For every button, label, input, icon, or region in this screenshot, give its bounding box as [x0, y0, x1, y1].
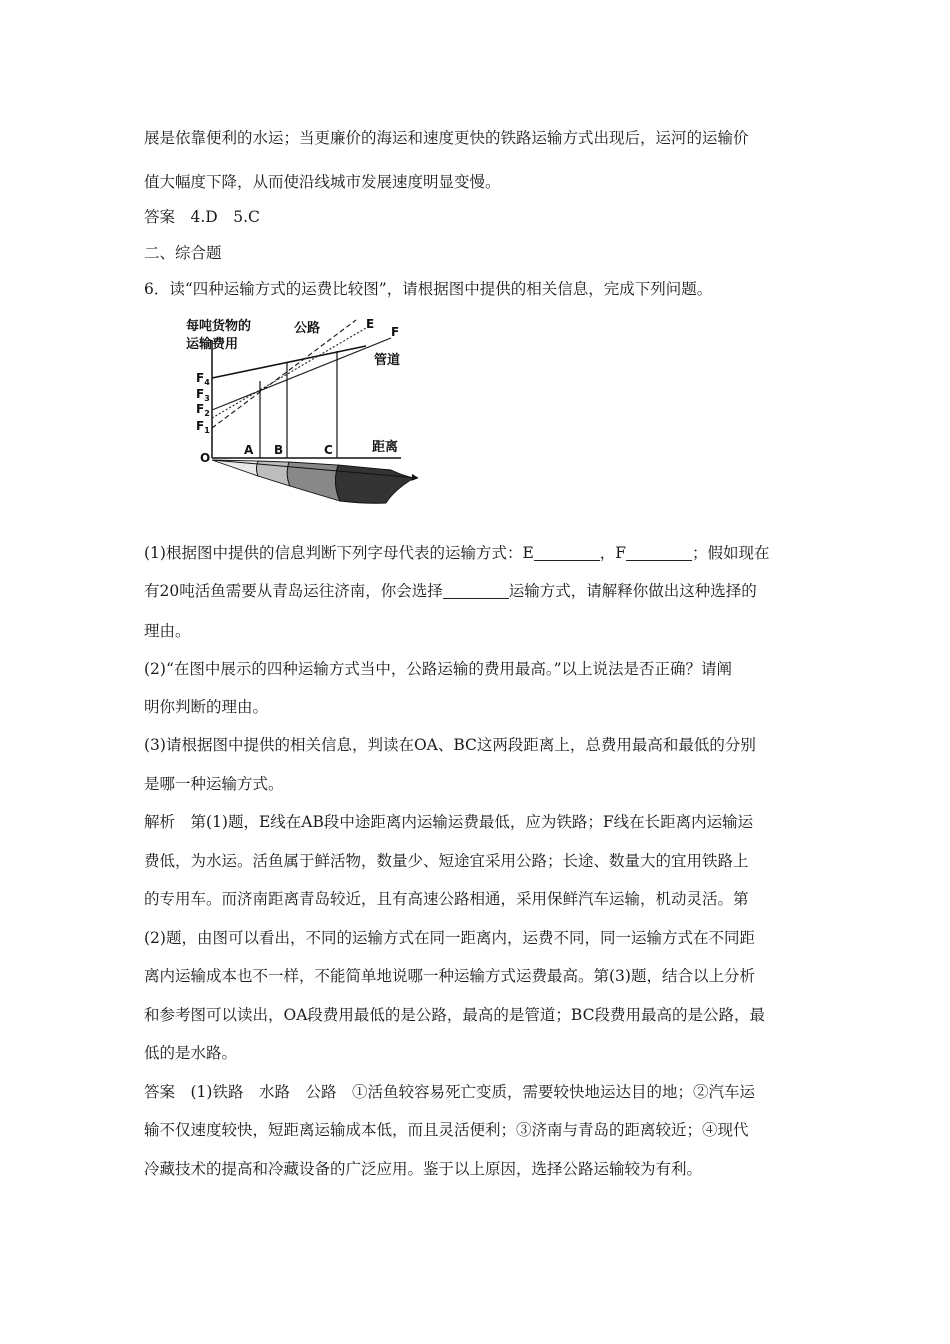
line-f-label: F: [391, 325, 400, 339]
line-f: [212, 338, 391, 410]
y-axis-title-2: 运输费用: [186, 337, 239, 352]
point-b-label: B: [274, 443, 284, 457]
analysis-line-2: 费低，为水运。活鱼属于鲜活物，数量少、短途宜采用公路；长途、数量大的宜用铁路上: [144, 852, 749, 870]
f2-label: $F_2$: [196, 402, 210, 418]
section-heading: 二、综合题: [144, 244, 222, 262]
answer-6-line-3: 冷藏技术的提高和冷藏设备的广泛应用。鉴于以上原因，选择公路运输较为有利。: [144, 1160, 703, 1178]
pipeline-label: 管道: [374, 353, 401, 368]
f4-label: $F_4$: [196, 371, 210, 387]
origin-label: O: [200, 451, 211, 465]
question-6-3-line-2: 是哪一种运输方式。: [144, 775, 284, 793]
intro-line-2: 值大幅度下降，从而使沿线城市发展速度明显变慢。: [144, 173, 501, 191]
f3-label: $F_3$: [196, 387, 210, 403]
answer-4-5: 答案 4.D 5.C: [144, 208, 260, 226]
point-c-label: C: [324, 443, 333, 457]
question-6-3-line-1: (3)请根据图中提供的相关信息，判读在OA、BC这两段距离上，总费用最高和最低的分别: [144, 736, 756, 754]
question-6-2-line-2: 明你判断的理由。: [144, 698, 269, 716]
line-e-label: E: [366, 317, 375, 331]
blank-choice[interactable]: [443, 584, 509, 599]
blank-e[interactable]: [534, 546, 600, 561]
transport-cost-figure: [186, 310, 426, 520]
road-label: 公路: [294, 321, 321, 336]
answer-6-line-2: 输不仅速度较快，短距离运输成本低，而且灵活便利；③济南与青岛的距离较近；④现代: [144, 1121, 749, 1139]
question-6-2-line-1: (2)“在图中展示的四种运输方式当中，公路运输的费用最高。”以上说法是否正确？请阐: [144, 660, 733, 678]
analysis-line-4: (2)题，由图可以看出，不同的运输方式在同一距离内，运费不同，同一运输方式在不同距: [144, 929, 755, 947]
analysis-line-7: 低的是水路。: [144, 1044, 238, 1062]
question-6-stem: 6．读“四种运输方式的运费比较图”，请根据图中提供的相关信息，完成下列问题。: [144, 280, 713, 298]
y-axis-title-1: 每吨货物的: [186, 319, 252, 334]
question-6-1-line-1: (1)根据图中提供的信息判断下列字母代表的运输方式：E ，F ；假如现在: [144, 544, 770, 562]
analysis-line-6: 和参考图可以读出，OA段费用最低的是公路，最高的是管道；BC段费用最高的是公路，最: [144, 1006, 765, 1024]
point-a-label: A: [244, 443, 254, 457]
analysis-line-5: 离内运输成本也不一样，不能简单地说哪一种运输方式运费最高。第(3)题，结合以上分析: [144, 967, 755, 985]
answer-6-line-1: 答案 (1)铁路 水路 公路 ①活鱼较容易死亡变质，需要较快地运达目的地；②汽车运: [144, 1083, 755, 1101]
f1-label: $F_1$: [196, 419, 210, 435]
blank-f[interactable]: [626, 546, 692, 561]
question-6-1-line-2: 有20吨活鱼需要从青岛运往济南，你会选择 运输方式，请解释你做出这种选择的: [144, 582, 757, 600]
analysis-line-3: 的专用车。而济南距离青岛较近，且有高速公路相通，采用保鲜汽车运输，机动灵活。第: [144, 890, 749, 908]
transport-cost-chart: [186, 310, 426, 520]
intro-line-1: 展是依靠便利的水运；当更廉价的海运和速度更快的铁路运输方式出现后，运河的运输价: [144, 129, 749, 147]
question-6-1-line-3: 理由。: [144, 622, 191, 640]
fan-segment-c-beyond: [335, 465, 414, 503]
x-axis-title: 距离: [372, 440, 399, 455]
analysis-line-1: 解析 第(1)题，E线在AB段中途距离内运输运费最低，应为铁路；F线在长距离内运输运: [144, 813, 754, 831]
fan-segment-bc: [287, 462, 340, 501]
